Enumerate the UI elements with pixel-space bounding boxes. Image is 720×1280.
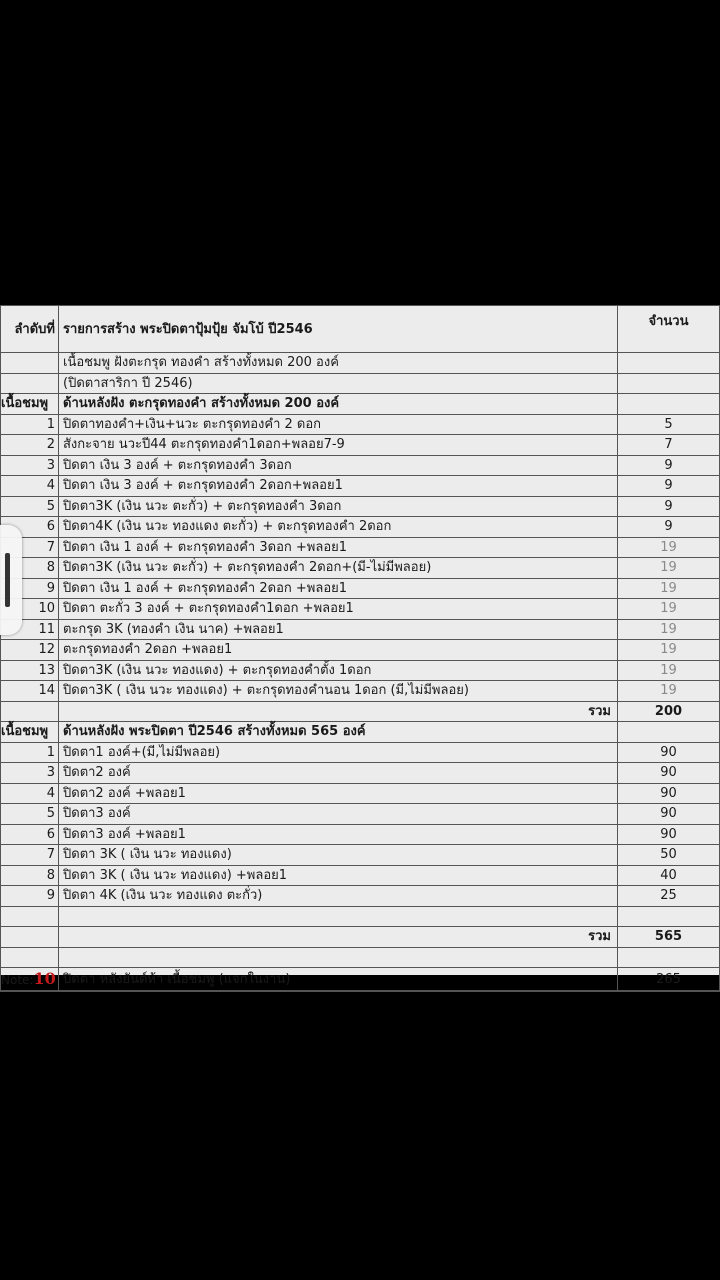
amulet-list-table bbox=[0, 305, 720, 992]
row-item: ปิดตา2 องค์ +พลอย1 bbox=[59, 783, 618, 804]
note-label: Note: bbox=[1, 972, 34, 987]
row-item: ปิดตา3K (เงิน นวะ ตะกั่ว) + ตะกรุดทองคำ 3ดอก bbox=[59, 496, 618, 517]
row-number: 9 bbox=[1, 578, 59, 599]
table-row bbox=[1, 783, 720, 804]
row-item: ปิดตา4K (เงิน นวะ ทองแดง ตะกั่ว) + ตะกรุดทองคำ 2ดอก bbox=[59, 517, 618, 538]
row-number: 5 bbox=[1, 804, 59, 825]
table-row bbox=[1, 824, 720, 845]
section-1-title: ด้านหลังฝัง ตะกรุดทองคำ สร้างทั้งหมด 200 องค์ bbox=[59, 394, 618, 415]
table-row bbox=[1, 742, 720, 763]
subtitle-row bbox=[1, 373, 720, 394]
blank-row bbox=[1, 906, 720, 927]
row-number: 3 bbox=[1, 455, 59, 476]
section-1-header bbox=[1, 394, 720, 415]
scroll-handle[interactable] bbox=[0, 525, 22, 635]
table-row bbox=[1, 660, 720, 681]
row-qty: 19 bbox=[618, 660, 720, 681]
table-row bbox=[1, 763, 720, 784]
row-number: 12 bbox=[1, 640, 59, 661]
row-number: 4 bbox=[1, 783, 59, 804]
row-item: ตะกรุดทองคำ 2ดอก +พลอย1 bbox=[59, 640, 618, 661]
section-2-label: เนื้อชมพู bbox=[1, 722, 59, 743]
row-item: ตะกรุด 3K (ทองคำ เงิน นาค) +พลอย1 bbox=[59, 619, 618, 640]
note-qty: 265 bbox=[618, 968, 720, 992]
row-number: 1 bbox=[1, 414, 59, 435]
row-item: ปิดตา 3K ( เงิน นวะ ทองแดง) +พลอย1 bbox=[59, 865, 618, 886]
row-qty: 9 bbox=[618, 476, 720, 497]
section-1-total: 200 bbox=[618, 701, 720, 722]
row-number: 6 bbox=[1, 517, 59, 538]
row-qty: 90 bbox=[618, 824, 720, 845]
subtitle-row bbox=[1, 353, 720, 374]
section-1-total-label: รวม bbox=[59, 701, 618, 722]
table-row bbox=[1, 476, 720, 497]
section-2-total-row bbox=[1, 927, 720, 948]
table-row bbox=[1, 681, 720, 702]
section-2-title: ด้านหลังฝัง พระปิดตา ปี2546 สร้างทั้งหมด 565 องค์ bbox=[59, 722, 618, 743]
subtitle-line-2: (ปิดตาสาริกา ปี 2546) bbox=[59, 373, 618, 394]
table-row bbox=[1, 435, 720, 456]
row-qty: 19 bbox=[618, 578, 720, 599]
scroll-handle-grip-icon bbox=[5, 553, 10, 607]
row-number: 4 bbox=[1, 476, 59, 497]
table-row bbox=[1, 455, 720, 476]
row-qty: 19 bbox=[618, 558, 720, 579]
row-qty: 90 bbox=[618, 742, 720, 763]
document-title: รายการสร้าง พระปิดตาปุ้มปุ้ย จัมโบ้ ปี2546 bbox=[59, 306, 618, 353]
row-item: ปิดตา3K (เงิน นวะ ทองแดง) + ตะกรุดทองคำตั้ง 1ดอก bbox=[59, 660, 618, 681]
section-2-total: 565 bbox=[618, 927, 720, 948]
table-header-row bbox=[1, 306, 720, 353]
table-row bbox=[1, 599, 720, 620]
row-number: 9 bbox=[1, 886, 59, 907]
row-qty: 9 bbox=[618, 496, 720, 517]
row-item: ปิดตา3K (เงิน นวะ ตะกั่ว) + ตะกรุดทองคำ 2ดอก+(มี-ไม่มีพลอย) bbox=[59, 558, 618, 579]
table-row bbox=[1, 414, 720, 435]
row-qty: 19 bbox=[618, 640, 720, 661]
row-item: ปิดตา 3K ( เงิน นวะ ทองแดง) bbox=[59, 845, 618, 866]
row-qty: 19 bbox=[618, 681, 720, 702]
table-row bbox=[1, 640, 720, 661]
row-number: 6 bbox=[1, 824, 59, 845]
row-item: สังกะจาย นวะปี44 ตะกรุดทองคำ1ดอก+พลอย7-9 bbox=[59, 435, 618, 456]
column-header-qty: จำนวน bbox=[618, 306, 720, 353]
row-number: 7 bbox=[1, 845, 59, 866]
table-row bbox=[1, 886, 720, 907]
section-1-label: เนื้อชมพู bbox=[1, 394, 59, 415]
row-item: ปิดตา3 องค์ bbox=[59, 804, 618, 825]
row-qty: 90 bbox=[618, 763, 720, 784]
table-row bbox=[1, 865, 720, 886]
table-row bbox=[1, 537, 720, 558]
row-item: ปิดตา ตะกั่ว 3 องค์ + ตะกรุดทองคำ1ดอก +พลอย1 bbox=[59, 599, 618, 620]
row-qty: 5 bbox=[618, 414, 720, 435]
row-item: ปิดตา 4K (เงิน นวะ ทองแดง ตะกั่ว) bbox=[59, 886, 618, 907]
subtitle-line-1: เนื้อชมพู ฝังตะกรุด ทองคำ สร้างทั้งหมด 200 องค์ bbox=[59, 353, 618, 374]
table-row bbox=[1, 496, 720, 517]
column-header-no: ลำดับที่ bbox=[1, 306, 59, 353]
table-row bbox=[1, 619, 720, 640]
note-item: ปิดตา หลังยันต์ห้า เนื้อชมพู (แจกในงาน) bbox=[59, 968, 618, 992]
row-item: ปิดตา3 องค์ +พลอย1 bbox=[59, 824, 618, 845]
note-row bbox=[1, 968, 720, 992]
row-item: ปิดตา เงิน 1 องค์ + ตะกรุดทองคำ 2ดอก +พลอย1 bbox=[59, 578, 618, 599]
table-row bbox=[1, 517, 720, 538]
row-item: ปิดตา2 องค์ bbox=[59, 763, 618, 784]
row-number: 7 bbox=[1, 537, 59, 558]
row-number: 10 bbox=[1, 599, 59, 620]
section-1-total-row bbox=[1, 701, 720, 722]
row-number: 3 bbox=[1, 763, 59, 784]
table-row bbox=[1, 845, 720, 866]
row-number: 5 bbox=[1, 496, 59, 517]
row-number: 2 bbox=[1, 435, 59, 456]
row-qty: 7 bbox=[618, 435, 720, 456]
row-item: ปิดตาทองคำ+เงิน+นวะ ตะกรุดทองคำ 2 ดอก bbox=[59, 414, 618, 435]
row-item: ปิดตา เงิน 1 องค์ + ตะกรุดทองคำ 3ดอก +พลอย1 bbox=[59, 537, 618, 558]
row-qty: 50 bbox=[618, 845, 720, 866]
row-item: ปิดตา เงิน 3 องค์ + ตะกรุดทองคำ 2ดอก+พลอย1 bbox=[59, 476, 618, 497]
row-number: 1 bbox=[1, 742, 59, 763]
section-2-header bbox=[1, 722, 720, 743]
row-qty: 19 bbox=[618, 537, 720, 558]
row-number: 8 bbox=[1, 865, 59, 886]
row-qty: 40 bbox=[618, 865, 720, 886]
blank-row bbox=[1, 947, 720, 968]
row-item: ปิดตา3K ( เงิน นวะ ทองแดง) + ตะกรุดทองคำนอน 1ดอก (มี,ไม่มีพลอย) bbox=[59, 681, 618, 702]
row-number: 11 bbox=[1, 619, 59, 640]
row-qty: 90 bbox=[618, 783, 720, 804]
row-qty: 19 bbox=[618, 619, 720, 640]
row-qty: 90 bbox=[618, 804, 720, 825]
row-item: ปิดตา1 องค์+(มี,ไม่มีพลอย) bbox=[59, 742, 618, 763]
row-item: ปิดตา เงิน 3 องค์ + ตะกรุดทองคำ 3ดอก bbox=[59, 455, 618, 476]
row-qty: 19 bbox=[618, 599, 720, 620]
row-number: 13 bbox=[1, 660, 59, 681]
table-row bbox=[1, 804, 720, 825]
row-qty: 9 bbox=[618, 517, 720, 538]
section-2-total-label: รวม bbox=[59, 927, 618, 948]
table-row bbox=[1, 578, 720, 599]
row-qty: 9 bbox=[618, 455, 720, 476]
row-qty: 25 bbox=[618, 886, 720, 907]
row-number: 14 bbox=[1, 681, 59, 702]
table-row bbox=[1, 558, 720, 579]
row-number: 8 bbox=[1, 558, 59, 579]
handwritten-note-mark: 10 bbox=[33, 968, 56, 988]
document-sheet bbox=[0, 305, 720, 988]
